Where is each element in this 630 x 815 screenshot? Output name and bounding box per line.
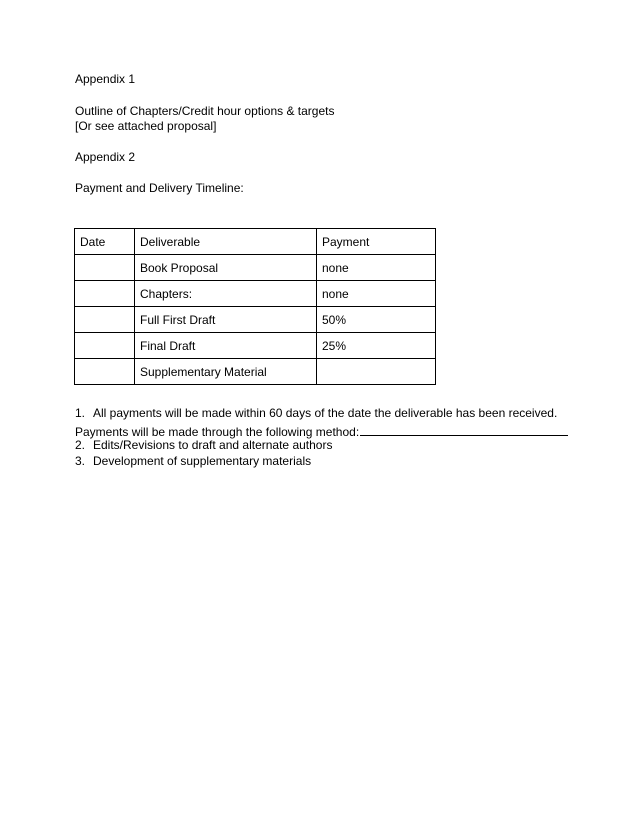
cell-date bbox=[75, 307, 135, 333]
outline-line-1: Outline of Chapters/Credit hour options & targets bbox=[75, 104, 335, 118]
note-2-text: Edits/Revisions to draft and alternate authors bbox=[93, 438, 333, 452]
cell-payment: none bbox=[317, 281, 436, 307]
note-3-text: Development of supplementary materials bbox=[93, 454, 312, 468]
header-date: Date bbox=[75, 229, 135, 255]
cell-payment: 50% bbox=[317, 307, 436, 333]
header-payment: Payment bbox=[317, 229, 436, 255]
payment-timeline-title: Payment and Delivery Timeline: bbox=[75, 181, 244, 195]
note-1-number: 1. bbox=[75, 406, 86, 420]
cell-payment: 25% bbox=[317, 333, 436, 359]
cell-deliverable: Supplementary Material bbox=[135, 359, 317, 385]
cell-date bbox=[75, 333, 135, 359]
appendix-1-heading: Appendix 1 bbox=[75, 72, 136, 86]
cell-date bbox=[75, 281, 135, 307]
cell-date bbox=[75, 255, 135, 281]
cell-deliverable: Final Draft bbox=[135, 333, 317, 359]
cell-date bbox=[75, 359, 135, 385]
note-3-number: 3. bbox=[75, 454, 86, 468]
appendix-2-heading: Appendix 2 bbox=[75, 150, 136, 164]
note-2 bbox=[75, 438, 332, 453]
table-row bbox=[75, 307, 436, 333]
cell-deliverable: Book Proposal bbox=[135, 255, 317, 281]
payment-method-label: Payments will be made through the following method: bbox=[75, 425, 360, 439]
payment-method-blank bbox=[360, 422, 568, 436]
cell-payment bbox=[317, 359, 436, 385]
cell-deliverable: Full First Draft bbox=[135, 307, 317, 333]
outline-line-2: [Or see attached proposal] bbox=[75, 119, 217, 133]
note-1-text: All payments will be made within 60 days of the date the deliverable has been received. bbox=[93, 406, 558, 420]
payment-timeline-table bbox=[74, 228, 436, 385]
header-deliverable: Deliverable bbox=[135, 229, 317, 255]
table-row bbox=[75, 333, 436, 359]
note-2-number: 2. bbox=[75, 438, 86, 452]
note-1 bbox=[75, 406, 557, 421]
cell-payment: none bbox=[317, 255, 436, 281]
table-row bbox=[75, 281, 436, 307]
note-3 bbox=[75, 454, 311, 469]
table-row bbox=[75, 359, 436, 385]
cell-deliverable: Chapters: bbox=[135, 281, 317, 307]
table-header-row bbox=[75, 229, 436, 255]
table-row bbox=[75, 255, 436, 281]
